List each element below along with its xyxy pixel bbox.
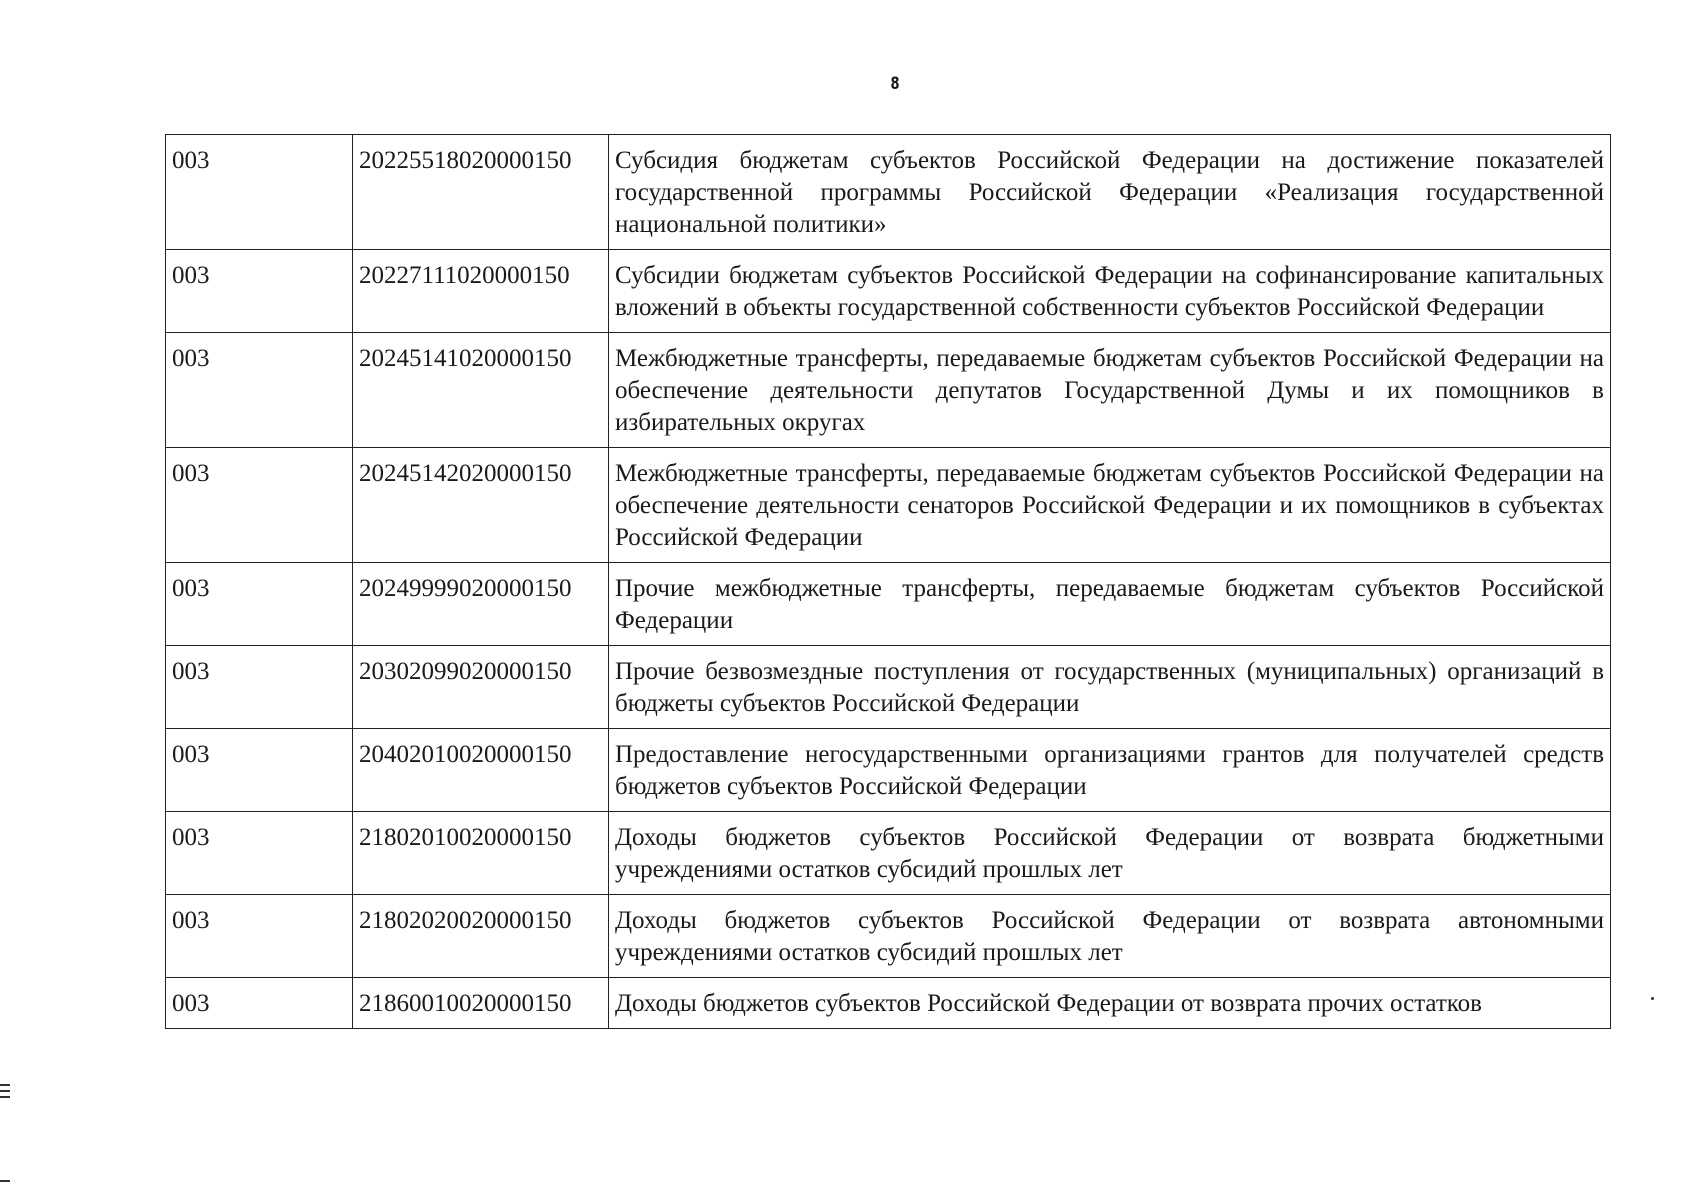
admin-code-cell: 003 — [166, 729, 353, 812]
revenue-code-cell: 20245141020000150 — [353, 333, 609, 448]
revenue-code-cell: 20225518020000150 — [353, 135, 609, 250]
revenue-code-cell: 20302099020000150 — [353, 646, 609, 729]
page-number: 8 — [890, 74, 900, 94]
revenue-code-cell: 21802020020000150 — [353, 895, 609, 978]
admin-code-cell: 003 — [166, 333, 353, 448]
revenue-code-cell: 20227111020000150 — [353, 250, 609, 333]
table-row — [166, 448, 1611, 563]
table-row — [166, 646, 1611, 729]
scan-artifact — [1651, 997, 1654, 1000]
description-cell: Предоставление негосударственными организациями грантов для получателей средств бюджетов субъектов Российской Федерации — [609, 729, 1611, 812]
revenue-code-cell: 20249999020000150 — [353, 563, 609, 646]
admin-code-cell: 003 — [166, 563, 353, 646]
table-row — [166, 135, 1611, 250]
admin-code-cell: 003 — [166, 250, 353, 333]
table-row — [166, 563, 1611, 646]
description-cell: Доходы бюджетов субъектов Российской Федерации от возврата бюджетными учреждениями остатков субсидий прошлых лет — [609, 812, 1611, 895]
revenue-code-cell: 20402010020000150 — [353, 729, 609, 812]
description-cell: Субсидия бюджетам субъектов Российской Федерации на достижение показателей государственной программы Российской Федерации «Реализация государственной национальной политики» — [609, 135, 1611, 250]
description-cell: Межбюджетные трансферты, передаваемые бюджетам субъектов Российской Федерации на обеспечение деятельности сенаторов Российской Федерации и их помощников в субъектах Российской Федерации — [609, 448, 1611, 563]
admin-code-cell: 003 — [166, 812, 353, 895]
scan-artifact — [0, 1084, 10, 1086]
table-row — [166, 333, 1611, 448]
table-row — [166, 812, 1611, 895]
revenue-code-cell: 20245142020000150 — [353, 448, 609, 563]
description-cell: Прочие межбюджетные трансферты, передаваемые бюджетам субъектов Российской Федерации — [609, 563, 1611, 646]
table-row — [166, 250, 1611, 333]
admin-code-cell: 003 — [166, 978, 353, 1029]
description-cell: Доходы бюджетов субъектов Российской Федерации от возврата автономными учреждениями остатков субсидий прошлых лет — [609, 895, 1611, 978]
description-cell: Доходы бюджетов субъектов Российской Федерации от возврата прочих остатков — [609, 978, 1611, 1029]
table-body — [166, 135, 1611, 1029]
revenue-codes-table — [165, 134, 1611, 1029]
table-row — [166, 978, 1611, 1029]
table-row — [166, 895, 1611, 978]
table-row — [166, 729, 1611, 812]
admin-code-cell: 003 — [166, 646, 353, 729]
description-cell: Прочие безвозмездные поступления от государственных (муниципальных) организаций в бюджеты субъектов Российской Федерации — [609, 646, 1611, 729]
scan-artifact — [0, 1180, 10, 1182]
scan-artifact — [0, 1096, 10, 1098]
scan-artifact — [0, 1090, 10, 1092]
description-cell: Межбюджетные трансферты, передаваемые бюджетам субъектов Российской Федерации на обеспечение деятельности депутатов Государственной Думы и их помощников в избирательных округах — [609, 333, 1611, 448]
admin-code-cell: 003 — [166, 448, 353, 563]
revenue-code-cell: 21802010020000150 — [353, 812, 609, 895]
revenue-code-cell: 21860010020000150 — [353, 978, 609, 1029]
description-cell: Субсидии бюджетам субъектов Российской Федерации на софинансирование капитальных вложений в объекты государственной собственности субъектов Российской Федерации — [609, 250, 1611, 333]
admin-code-cell: 003 — [166, 895, 353, 978]
admin-code-cell: 003 — [166, 135, 353, 250]
